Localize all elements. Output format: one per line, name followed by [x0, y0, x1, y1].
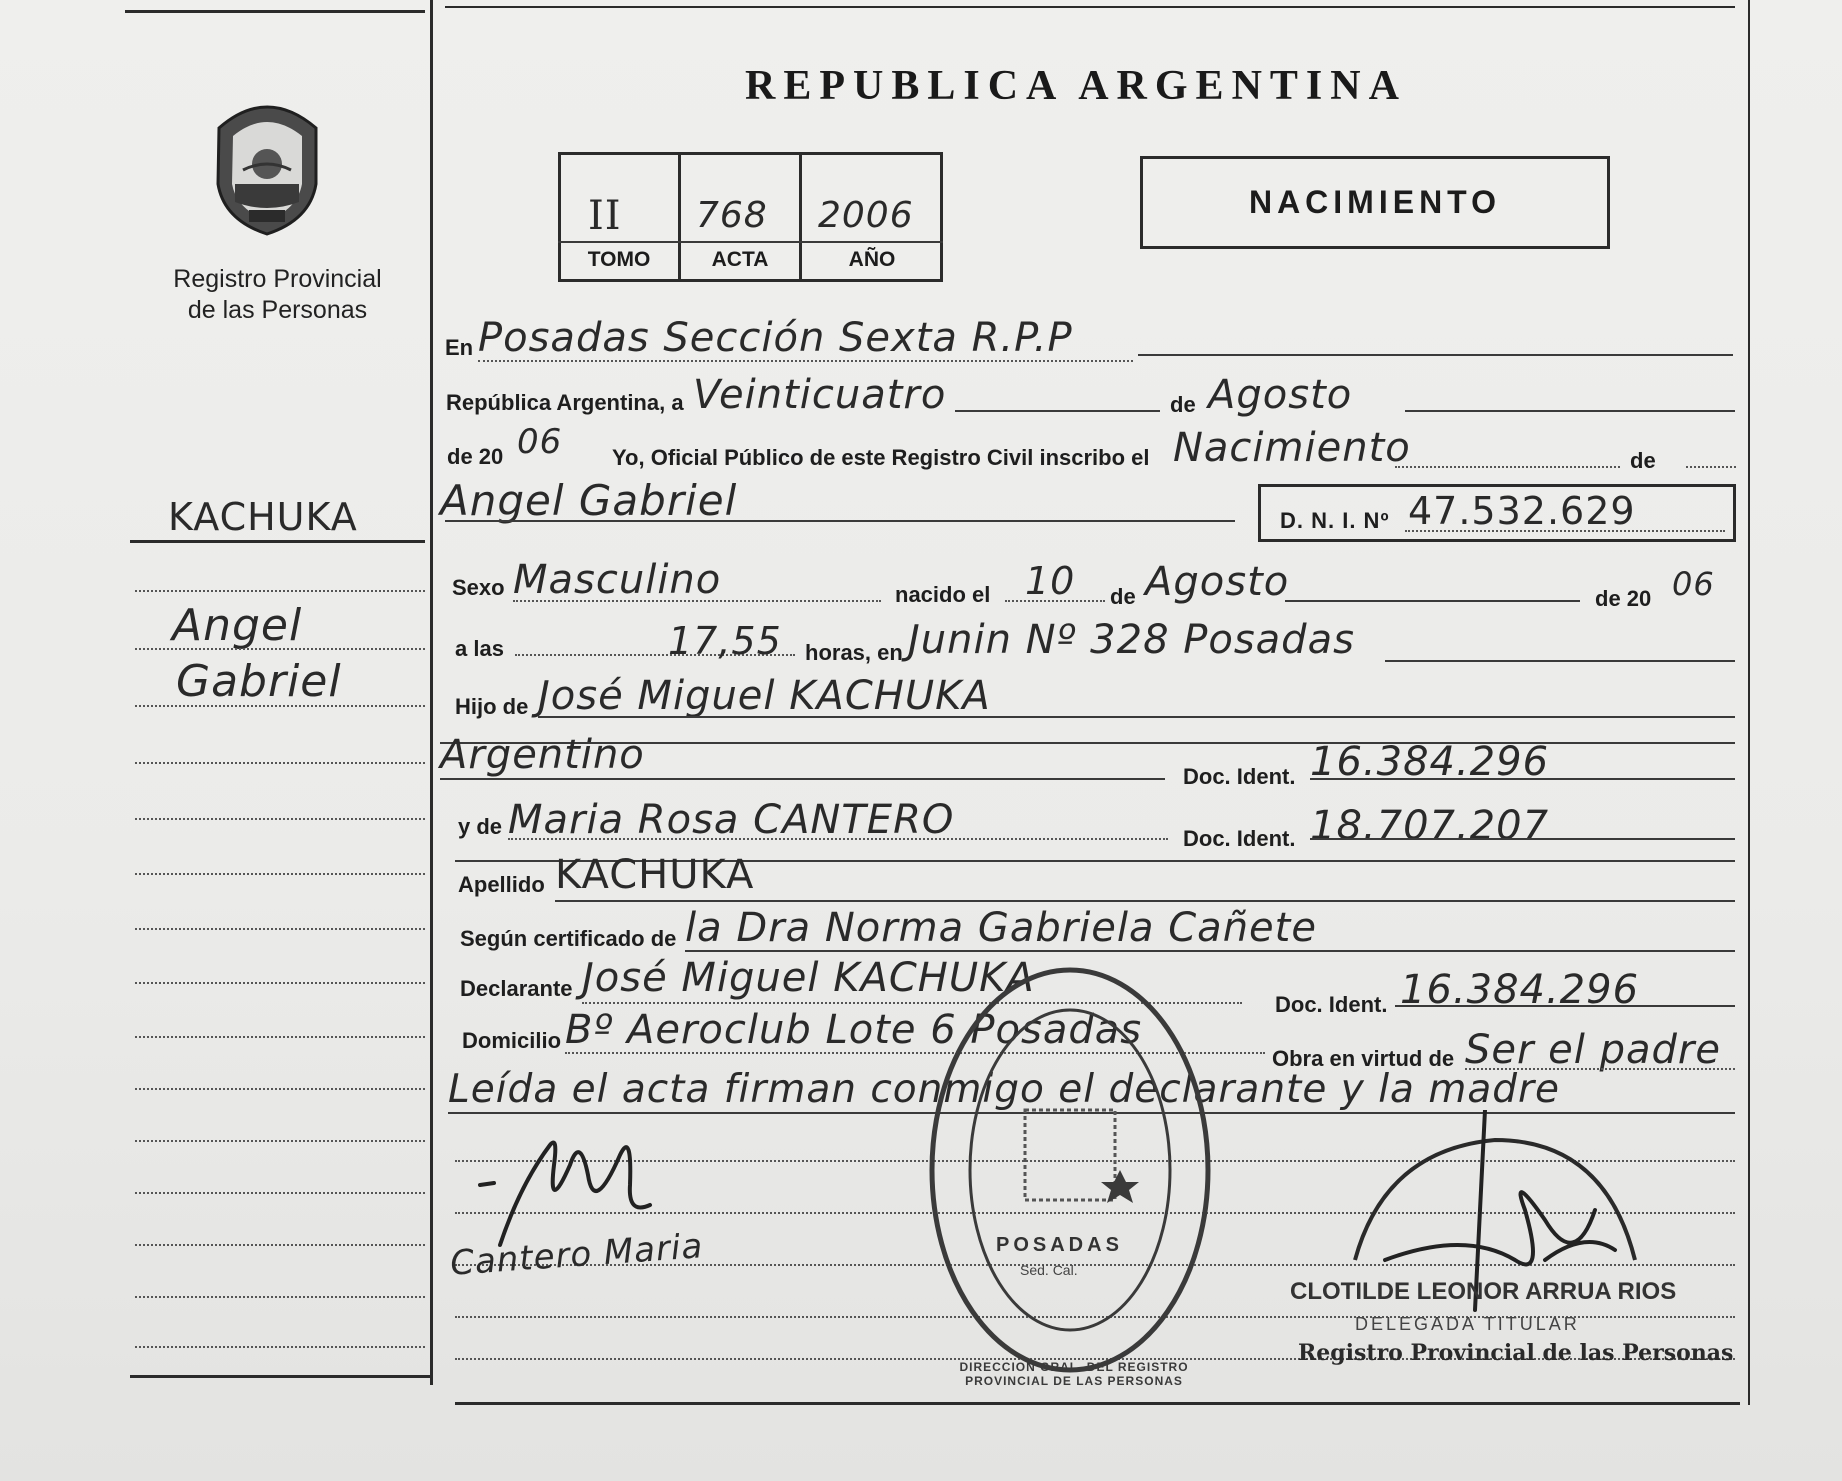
- margin-line: [135, 818, 425, 820]
- mother-signature: Cantero Maria: [448, 1226, 705, 1284]
- top-left-rule: [125, 10, 425, 13]
- field-line: [1005, 600, 1105, 602]
- obra-label: Obra en virtud de: [1272, 1046, 1455, 1071]
- field-line: [685, 950, 1735, 952]
- margin-line: [135, 648, 425, 650]
- official-stamp: [920, 960, 1220, 1380]
- month-value: Agosto: [1208, 372, 1353, 418]
- yo-label: Yo, Oficial Público de este Registro Civil inscribo el: [612, 445, 1150, 470]
- birth-day: 10: [1025, 559, 1076, 603]
- field-line: [1310, 778, 1735, 780]
- field-line: [538, 716, 1735, 718]
- bottom-left-rule: [130, 1375, 430, 1378]
- margin-surname: KACHUKA: [168, 495, 358, 539]
- dni-value: 47.532.629: [1408, 489, 1636, 533]
- domicilio-label: Domicilio: [462, 1028, 562, 1053]
- field-line: [508, 838, 1168, 840]
- birth-place: Junin Nº 328 Posadas: [908, 617, 1355, 663]
- field-line: [1686, 466, 1736, 468]
- de-20-label-2: de 20: [1595, 586, 1652, 611]
- margin-given-name-2: Gabriel: [176, 656, 342, 707]
- field-line: [1138, 354, 1733, 356]
- field-line: [555, 900, 1735, 902]
- capacity: Ser el padre: [1465, 1027, 1721, 1073]
- bottom-right-rule: [455, 1402, 1740, 1405]
- tomo-value: II: [588, 193, 622, 239]
- doc-ident-label-3: Doc. Ident.: [1275, 992, 1388, 1017]
- official-name: CLOTILDE LEONOR ARRUA RIOS: [1290, 1278, 1677, 1305]
- year-suffix: 06: [517, 422, 563, 462]
- ano-label: AÑO: [848, 248, 896, 271]
- declarant-doc: 16.384.296: [1400, 967, 1640, 1013]
- margin-line: [135, 705, 425, 707]
- record-box-label-rule: [558, 241, 943, 243]
- hijo-label: Hijo de: [455, 694, 529, 719]
- certifier: la Dra Norma Gabriela Cañete: [685, 905, 1317, 951]
- mother-doc: 18.707.207: [1310, 803, 1550, 849]
- field-line: [1405, 410, 1735, 412]
- field-line: [955, 410, 1160, 412]
- country-title: REPUBLICA ARGENTINA: [745, 63, 1407, 109]
- field-line: [1385, 660, 1735, 662]
- margin-line: [135, 1244, 425, 1246]
- field-line: [440, 778, 1165, 780]
- sex-value: Masculino: [513, 557, 722, 603]
- margin-line: [135, 1192, 425, 1194]
- margin-line: [135, 1140, 425, 1142]
- de-label-2: de: [1630, 448, 1656, 473]
- de-label: de: [1170, 392, 1196, 417]
- official-role: DELEGADA TITULAR: [1355, 1314, 1580, 1334]
- y-de-label: y de: [458, 814, 503, 839]
- registry-name-line1: Registro Provincial: [173, 265, 382, 293]
- day-words: Veinticuatro: [693, 372, 947, 418]
- margin-line: [135, 1088, 425, 1090]
- declarante-label: Declarante: [460, 976, 573, 1001]
- nacido-label: nacido el: [895, 582, 991, 607]
- field-line: [1395, 1005, 1735, 1007]
- document-type: NACIMIENTO: [1248, 184, 1502, 220]
- registry-name: [120, 264, 435, 326]
- de-label-3: de: [1110, 584, 1136, 609]
- en-label: En: [445, 335, 474, 360]
- place-value: Posadas Sección Sexta R.P.P: [478, 315, 1073, 361]
- doc-ident-label-2: Doc. Ident.: [1183, 826, 1296, 851]
- birth-year-suffix: 06: [1672, 565, 1715, 603]
- field-line: [1285, 600, 1580, 602]
- doc-ident-label: Doc. Ident.: [1183, 764, 1296, 789]
- apellido-value: KACHUKA: [555, 852, 755, 898]
- margin-line: [135, 1346, 425, 1348]
- margin-line: [135, 1296, 425, 1298]
- father-doc: 16.384.296: [1310, 739, 1550, 785]
- stamp-sub: Sed. Cal.: [1020, 1262, 1078, 1278]
- dni-label: D. N. I. Nº: [1280, 508, 1390, 533]
- child-name: Angel Gabriel: [440, 476, 738, 525]
- field-line: [445, 520, 1235, 522]
- birth-month: Agosto: [1145, 559, 1290, 605]
- birth-time: 17,55: [668, 619, 782, 663]
- segun-label: Según certificado de: [460, 926, 677, 951]
- sexo-label: Sexo: [452, 575, 505, 600]
- republica-label: República Argentina, a: [446, 390, 684, 415]
- margin-line: [135, 928, 425, 930]
- closing-text: Leída el acta firman conmigo el declarante y la madre: [448, 1067, 1560, 1112]
- margin-line: [135, 982, 425, 984]
- acta-label: ACTA: [711, 248, 769, 271]
- apellido-label: Apellido: [458, 872, 545, 897]
- top-right-rule: [445, 6, 1735, 8]
- official-office: Registro Provincial de las Personas: [1298, 1340, 1734, 1366]
- ano-value: 2006: [818, 195, 914, 236]
- margin-surname-rule: [130, 540, 425, 543]
- act-type: Nacimiento: [1173, 425, 1411, 471]
- field-line: [1395, 466, 1620, 468]
- father-nationality: Argentino: [440, 732, 645, 778]
- field-line: [1405, 530, 1725, 532]
- a-las-label: a las: [455, 636, 504, 661]
- margin-line: [135, 873, 425, 875]
- de-20-label: de 20: [447, 444, 504, 469]
- horas-label: horas, en: [805, 640, 903, 665]
- margin-divider: [430, 0, 433, 1385]
- field-line: [478, 360, 1133, 362]
- address: Bº Aeroclub Lote 6 Posadas: [565, 1007, 1143, 1053]
- margin-line: [135, 1036, 425, 1038]
- margin-given-name-1: Angel: [172, 600, 303, 651]
- stamp-city: POSADAS: [996, 1234, 1123, 1256]
- father-name: José Miguel KACHUKA: [538, 673, 991, 719]
- field-line: [513, 600, 881, 602]
- misiones-emblem-icon: [205, 92, 330, 237]
- declarant-name: José Miguel KACHUKA: [582, 955, 1035, 1001]
- right-border: [1748, 0, 1750, 1405]
- mother-name: Maria Rosa CANTERO: [508, 797, 955, 843]
- stamp-ring-text: DIRECCION GRAL. DEL REGISTRO PROVINCIAL DE LAS PERSONAS: [959, 1360, 1189, 1388]
- tomo-label: TOMO: [587, 248, 651, 271]
- field-line: [1310, 838, 1735, 840]
- acta-value: 768: [696, 195, 768, 236]
- margin-line: [135, 590, 425, 592]
- registry-name-line2: de las Personas: [187, 296, 368, 324]
- margin-line: [135, 762, 425, 764]
